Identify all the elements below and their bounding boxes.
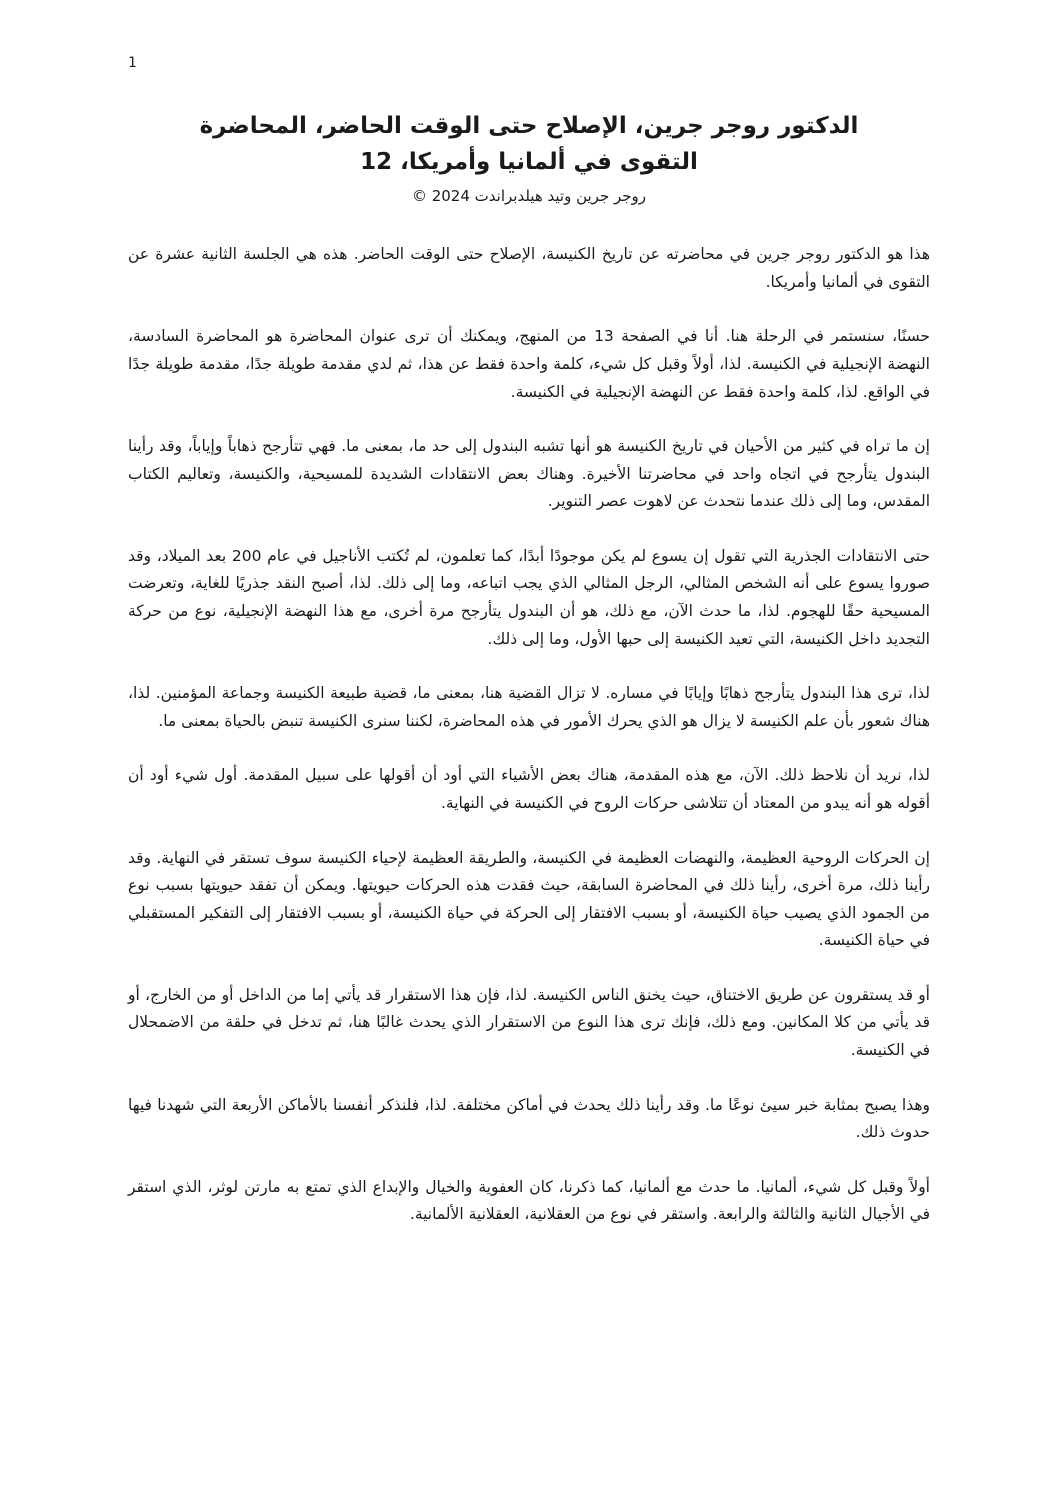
byline: روجر جرين وتيد هيلدبراندت 2024 © xyxy=(411,187,647,206)
paragraph: هذا هو الدكتور روجر جرين في محاضرته عن تاريخ الكنيسة، الإصلاح حتى الوقت الحاضر. هذه هي الجلسة الثانية عشرة عن التقوى في ألمانيا وأمريكا. xyxy=(128,245,930,291)
paragraph: إن الحركات الروحية العظيمة، والنهضات العظيمة في الكنيسة، والطريقة العظيمة لإحياء الكنيسة سوف تستقر في النهاية. وقد رأينا ذلك، مرة أخرى، رأينا ذلك في المحاضرة السابقة، حيث فقدت هذه الحركات حيويتها. ويمكن أن تفقد حيويتها بسبب نوع من الجمود الذي يصيب حياة الكنيسة، أو بسبب الافتقار إلى الحركة في حياة الكنيسة، أو بسبب الافتقار إلى التفكير المستقبلي في حياة الكنيسة. xyxy=(128,848,930,950)
paragraph: لذا، نريد أن نلاحظ ذلك. الآن، مع هذه المقدمة، هناك بعض الأشياء التي أود أن أقولها على سبيل المقدمة. أول شيء أود أن أقوله هو أنه يبدو من المعتاد أن تتلاشى حركات الروح في الكنيسة في النهاية. xyxy=(128,766,930,812)
document-title xyxy=(128,109,930,180)
paragraph: أولاً وقبل كل شيء، ألمانيا. ما حدث مع ألمانيا، كما ذكرنا، كان العفوية والخيال والإبداع الذي تمتع به مارتن لوثر، الذي استقر في الأجيال الثانية والثالثة والرابعة. واستقر في نوع من العقلانية، العقلانية الألمانية. xyxy=(128,1177,930,1224)
paragraph: وهذا يصبح بمثابة خبر سيئ نوعًا ما. وقد رأينا ذلك يحدث في أماكن مختلفة. لذا، فلنذكر أنفسنا بالأماكن الأربعة التي شهدنا فيها حدوث ذلك. xyxy=(128,1095,930,1142)
paragraph: أو قد يستقرون عن طريق الاختناق، حيث يخنق الناس الكنيسة. لذا، فإن هذا الاستقرار قد يأتي إما من الداخل أو من الخارج، أو قد يأتي من كلا المكانين. ومع ذلك، فإنك ترى هذا النوع من الاستقرار الذي يحدث غالبًا هنا، ثم تدخل في حلقة من الاضمحلال في الكنيسة. xyxy=(128,985,930,1059)
document-body xyxy=(128,241,930,1229)
paragraph: حتى الانتقادات الجذرية التي تقول إن يسوع لم يكن موجودًا أبدًا، كما تعلمون، لم تُكتب الأناجيل في عام 200 بعد الميلاد، وقد صوروا يسوع على أنه الشخص المثالي، الرجل المثالي الذي يجب اتباعه، وما إلى ذلك. لذا، أصبح النقد جذريًا للغاية، وتعرضت المسيحية حقًا للهجوم. لذا، ما حدث الآن، مع ذلك، هو أن البندول يتأرجح مرة أخرى، مع هذا النهضة الإنجيلية، نوع من حركة التجديد داخل الكنيسة، التي تعيد الكنيسة إلى حبها الأول، وما إلى ذلك. xyxy=(128,546,931,648)
title-line-2: التقوى في ألمانيا وأمريكا، 12 xyxy=(360,148,698,175)
document-header xyxy=(128,109,930,207)
paragraph: حسنًا، سنستمر في الرحلة هنا. أنا في الصفحة 13 من المنهج، ويمكنك أن ترى عنوان المحاضرة هو المحاضرة السادسة، النهضة الإنجيلية في الكنيسة. لذا، أولاً وقبل كل شيء، كلمة واحدة فقط عن هذا، ثم لدي مقدمة طويلة جدًا، مقدمة طويلة جدًا في الواقع. لذا، كلمة واحدة فقط عن النهضة الإنجيلية في الكنيسة. xyxy=(128,327,930,401)
title-line-1: الدكتور روجر جرين، الإصلاح حتى الوقت الحاضر، المحاضرة xyxy=(199,113,859,139)
paragraph: إن ما تراه في كثير من الأحيان في تاريخ الكنيسة هو أنها تشبه البندول إلى حد ما، بمعنى ما. فهي تتأرجح ذهاباً وإياباً، وقد رأينا البندول يتأرجح في اتجاه واحد في محاضرتنا الأخيرة. وهناك بعض الانتقادات الشديدة للمسيحية، والكنيسة، وتعاليم الكتاب المقدس، وما إلى ذلك عندما نتحدث عن لاهوت عصر التنوير. xyxy=(128,437,930,511)
page-number: 1 xyxy=(128,55,137,71)
paragraph: لذا، ترى هذا البندول يتأرجح ذهابًا وإيابًا في مساره. لا تزال القضية هنا، بمعنى ما، قضية طبيعة الكنيسة وجماعة المؤمنين. لذا، هناك شعور بأن علم الكنيسة لا يزال هو الذي يحرك الأمور في هذه المحاضرة، لكننا سنرى الكنيسة تنبض بالحياة بمعنى ما. xyxy=(128,684,930,730)
